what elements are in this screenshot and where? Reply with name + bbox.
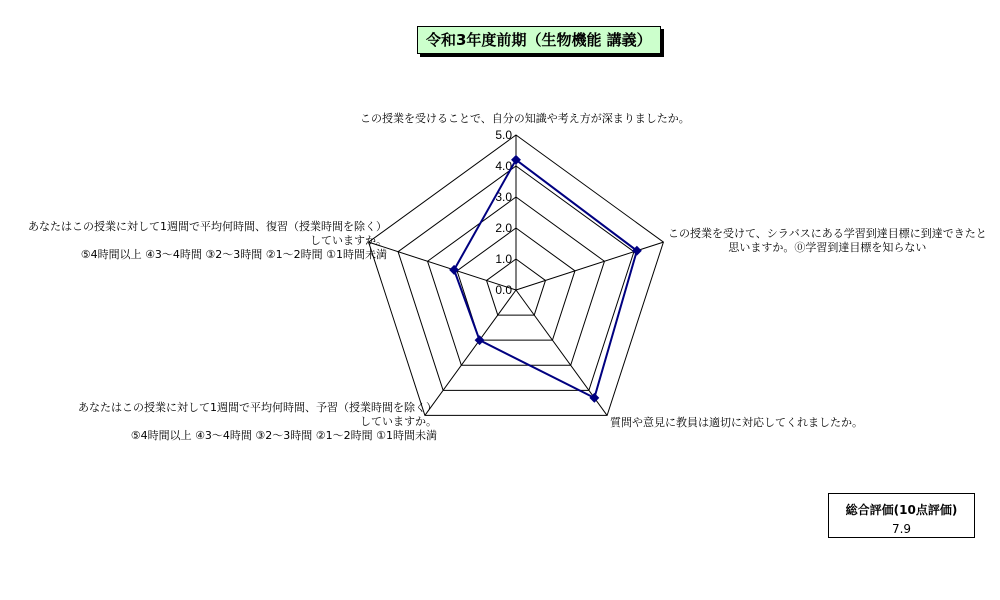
tick-label: 4.0 — [495, 159, 512, 173]
axis-spoke — [516, 242, 663, 290]
axis-label-line: 思いますか。⓪学習到達目標を知らない — [728, 241, 927, 254]
axis-label-line: ⑤4時間以上 ④3～4時間 ③2～3時間 ②1～2時間 ①1時間未満 — [80, 248, 387, 261]
tick-label: 5.0 — [495, 128, 512, 142]
axis-label-understanding — [360, 112, 690, 126]
data-point — [589, 393, 599, 403]
data-point — [475, 335, 485, 345]
tick-label: 3.0 — [495, 190, 512, 204]
axis-label-line: 質問や意見に教員は適切に対応してくれましたか。 — [610, 416, 863, 429]
axis-label-line: ⑤4時間以上 ④3～4時間 ③2～3時間 ②1～2時間 ①1時間未満 — [130, 429, 437, 442]
overall-score-value: 7.9 — [891, 522, 912, 536]
overall-score-box — [828, 493, 975, 538]
chart-title: 令和3年度前期（生物機能 講義） — [417, 26, 661, 54]
axis-label-goal-achievement — [668, 227, 987, 255]
radar-spokes — [369, 135, 664, 415]
axis-label-line: この授業を受けて、シラバスにある学習到達目標に到達できたと — [668, 227, 987, 240]
axis-label-line: あなたはこの授業に対して1週間で平均何時間、復習（授業時間を除く） — [28, 220, 387, 233]
axis-label-line: あなたはこの授業に対して1週間で平均何時間、予習（授業時間を除く） — [78, 401, 437, 414]
axis-label-review-hours — [28, 220, 387, 262]
axis-label-instructor-response — [610, 416, 863, 430]
axis-label-line: していますか。 — [310, 234, 387, 247]
axis-label-preparation-hours — [78, 401, 437, 443]
overall-score-title: 総合評価(10点評価) — [845, 503, 958, 517]
tick-label: 0.0 — [495, 283, 512, 297]
tick-label: 2.0 — [495, 221, 512, 235]
axis-spoke — [369, 242, 516, 290]
axis-label-line: していますか。 — [360, 415, 437, 428]
axis-label-line: この授業を受けることで、自分の知識や考え方が深まりましたか。 — [360, 112, 690, 125]
tick-label: 1.0 — [495, 252, 512, 266]
